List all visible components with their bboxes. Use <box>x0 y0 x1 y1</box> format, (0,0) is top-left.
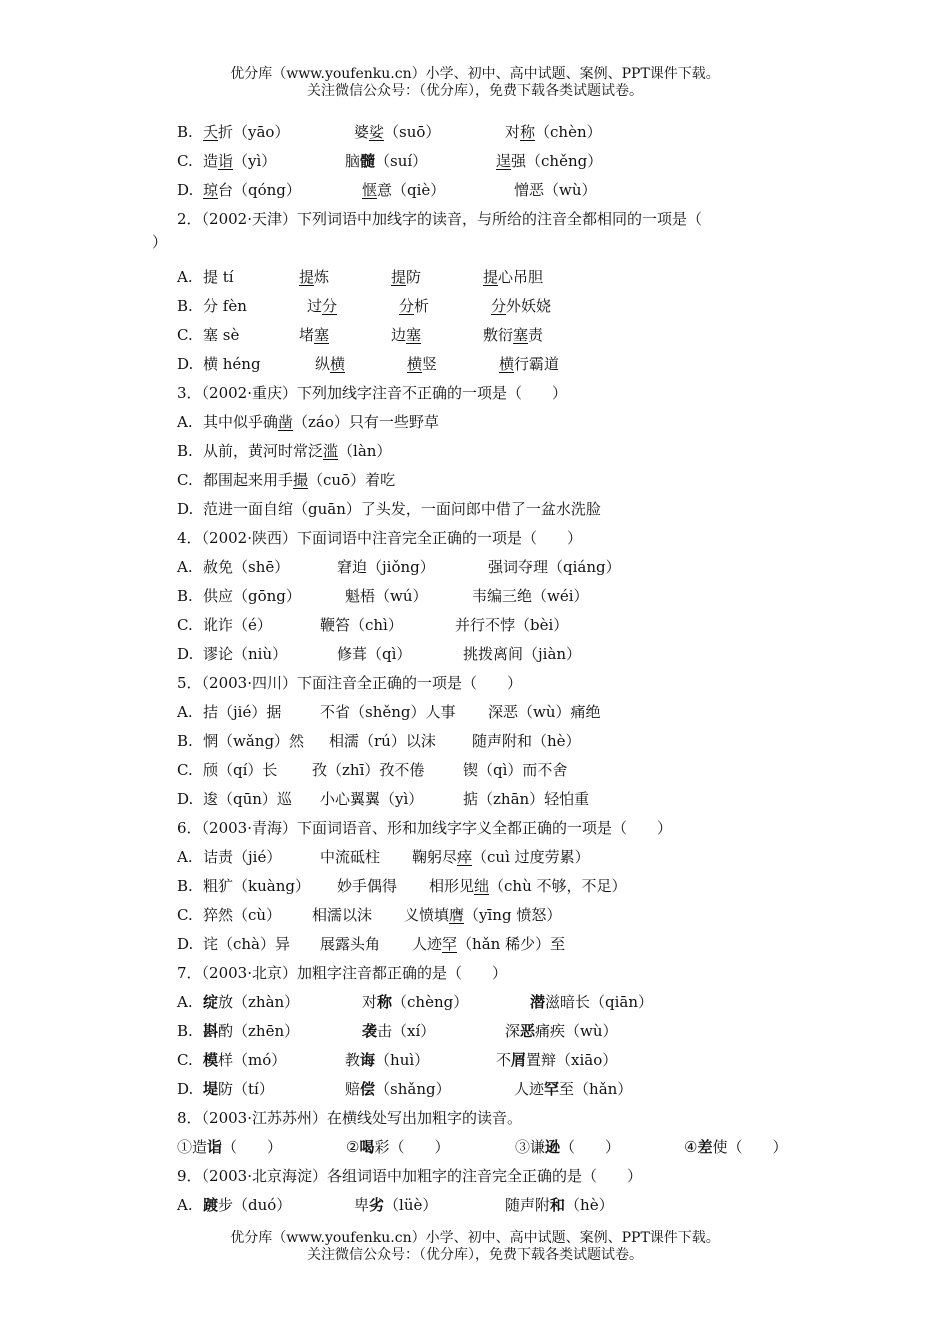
word-1: 颀（qí）长 <box>203 761 278 779</box>
word-1: 诘责（jié） <box>203 848 282 866</box>
word-3: 鞠躬尽瘁（cuì 过度劳累） <box>412 848 590 866</box>
option-label: A. <box>177 1196 193 1214</box>
footer-line-1: 优分库（www.youfenku.cn）小学、初中、高中试题、案例、PPT课件下载。 <box>230 1230 720 1246</box>
word-3: 强词夺理（qiáng） <box>488 558 621 576</box>
word-1: 拮（jié）据 <box>203 703 282 721</box>
word-2: 妙手偶得 <box>337 877 398 895</box>
word-2: 相濡（rú）以沫 <box>329 732 436 750</box>
word-1: 绽放（zhàn） <box>203 993 300 1011</box>
word-2: 展露头角 <box>320 935 381 953</box>
word-1: 猝然（cù） <box>203 906 282 924</box>
option-label: C. <box>177 152 193 170</box>
option-label: D. <box>177 1080 194 1098</box>
option-text: 从前，黄河时常泛滥（làn） <box>203 442 392 460</box>
option-label: B. <box>177 732 193 750</box>
word-1: 琼台（qóng） <box>203 181 301 199</box>
word-3: 分外妖娆 <box>491 297 552 315</box>
word-1: 惘（wǎng）然 <box>203 732 305 750</box>
option-label: C. <box>177 761 193 779</box>
option-label: B. <box>177 297 193 315</box>
word-3: 随声附和（hè） <box>505 1196 614 1214</box>
option-label: A. <box>177 848 193 866</box>
option-label: A. <box>177 993 193 1011</box>
option-label: D. <box>177 790 194 808</box>
word-1: 造诣（yì） <box>203 152 277 170</box>
word-3: 深恶（wù）痛绝 <box>488 703 601 721</box>
word-3: 韦编三绝（wéi） <box>472 587 589 605</box>
word-1: 讹诈（é） <box>203 616 272 634</box>
word-1: 模样（mó） <box>203 1051 287 1069</box>
word-2: 婆娑（suō） <box>354 123 441 141</box>
word-1: 逡（qūn）巡 <box>203 790 292 808</box>
word-3: 不屑置辩（xiāo） <box>496 1051 618 1069</box>
option-text: 范进一面自绾（guān）了头发，一面问郎中借了一盆水洗脸 <box>203 500 601 518</box>
key-reading: 提 tí <box>203 268 234 286</box>
word-3: 人迹罕至（hǎn） <box>514 1080 633 1098</box>
word-3: 随声附和（hè） <box>472 732 581 750</box>
option-label: B. <box>177 1022 193 1040</box>
page-header <box>0 66 950 100</box>
word-3: 锲（qì）而不舍 <box>463 761 568 779</box>
option-label: C. <box>177 906 193 924</box>
item-1: ①造诣（ ） <box>177 1138 283 1156</box>
word-3: 潜滋暗长（qiān） <box>530 993 654 1011</box>
option-label: A. <box>177 413 193 431</box>
word-3: 相形见绌（chù 不够，不足） <box>429 877 627 895</box>
footer-line-2: 关注微信公众号：（优分库），免费下载各类试题试卷。 <box>307 1247 643 1263</box>
option-text: 都围起来用手撮（cuō）着吃 <box>203 471 396 489</box>
word-1: 赦免（shē） <box>203 558 290 576</box>
word-1: 堤防（tí） <box>203 1080 274 1098</box>
word-3: 敷衍塞责 <box>483 326 544 344</box>
word-2: 不省（shěng）人事 <box>320 703 456 721</box>
key-reading: 分 fèn <box>203 297 247 315</box>
word-3: 义愤填膺（yīng 愤怒） <box>404 906 562 924</box>
option-label: D. <box>177 645 194 663</box>
option-label: C. <box>177 616 193 634</box>
word-2: 分析 <box>399 297 430 315</box>
option-label: D. <box>177 500 194 518</box>
word-2: 教诲（huì） <box>345 1051 430 1069</box>
word-3: 憎恶（wù） <box>514 181 597 199</box>
word-3: 对称（chèn） <box>505 123 602 141</box>
word-2: 小心翼翼（yì） <box>320 790 424 808</box>
word-2: 窘迫（jiǒng） <box>337 558 435 576</box>
word-1: 供应（gōng） <box>203 587 301 605</box>
word-3: 掂（zhān）轻怕重 <box>463 790 590 808</box>
word-1: 粗犷（kuàng） <box>203 877 310 895</box>
option-label: B. <box>177 587 193 605</box>
option-text: 其中似乎确凿（záo）只有一些野草 <box>203 413 439 431</box>
option-label: D. <box>177 181 194 199</box>
word-2: 提防 <box>391 268 422 286</box>
word-1: 踱步（duó） <box>203 1196 292 1214</box>
page-footer <box>0 1230 950 1264</box>
option-label: B. <box>177 442 193 460</box>
word-1: 斟酌（zhēn） <box>203 1022 300 1040</box>
option-label: D. <box>177 935 194 953</box>
word-2: 孜（zhī）孜不倦 <box>312 761 425 779</box>
word-2: 鞭笞（chì） <box>320 616 403 634</box>
option-label: D. <box>177 355 194 373</box>
word-3: 提心吊胆 <box>483 268 544 286</box>
word-3: 横行霸道 <box>499 355 560 373</box>
word-2: 对称（chèng） <box>362 993 469 1011</box>
word-2: 卑劣（lüè） <box>354 1196 438 1214</box>
key-reading: 塞 sè <box>203 326 240 344</box>
word-2: 惬意（qiè） <box>362 181 446 199</box>
header-line-2: 关注微信公众号：（优分库），免费下载各类试题试卷。 <box>307 83 643 99</box>
word-1: 过分 <box>307 297 338 315</box>
word-3: 挑拨离间（jiàn） <box>463 645 582 663</box>
word-2: 魁梧（wú） <box>345 587 428 605</box>
word-1: 堵塞 <box>299 326 330 344</box>
option-label: A. <box>177 558 193 576</box>
item-4: ④差使（ ） <box>684 1138 788 1156</box>
word-2: 袭击（xí） <box>362 1022 436 1040</box>
word-2: 边塞 <box>391 326 422 344</box>
option-label: C. <box>177 326 193 344</box>
word-3: 并行不悖（bèi） <box>455 616 569 634</box>
option-label: B. <box>177 123 193 141</box>
option-label: A. <box>177 703 193 721</box>
key-reading: 横 héng <box>203 355 261 373</box>
item-2: ②喝彩（ ） <box>346 1138 450 1156</box>
word-2: 中流砥柱 <box>320 848 381 866</box>
word-2: 修葺（qì） <box>337 645 412 663</box>
option-label: C. <box>177 471 193 489</box>
word-3: 深恶痛疾（wù） <box>505 1022 618 1040</box>
word-1: 诧（chà）异 <box>203 935 291 953</box>
word-1: 提炼 <box>299 268 330 286</box>
word-1: 纵横 <box>315 355 346 373</box>
item-3: ③谦逊（ ） <box>515 1138 621 1156</box>
word-2: 横竖 <box>407 355 438 373</box>
word-2: 相濡以沫 <box>312 906 373 924</box>
option-label: A. <box>177 268 193 286</box>
header-line-1: 优分库（www.youfenku.cn）小学、初中、高中试题、案例、PPT课件下载。 <box>230 66 720 82</box>
option-label: C. <box>177 1051 193 1069</box>
word-2: 赔偿（shǎng） <box>345 1080 451 1098</box>
word-2: 脑髓（suí） <box>345 152 428 170</box>
word-1: 谬论（niù） <box>203 645 288 663</box>
word-1: 夭折（yāo） <box>203 123 290 141</box>
word-3: 人迹罕（hǎn 稀少）至 <box>412 935 566 953</box>
option-label: B. <box>177 877 193 895</box>
word-3: 逞强（chěng） <box>496 152 603 170</box>
